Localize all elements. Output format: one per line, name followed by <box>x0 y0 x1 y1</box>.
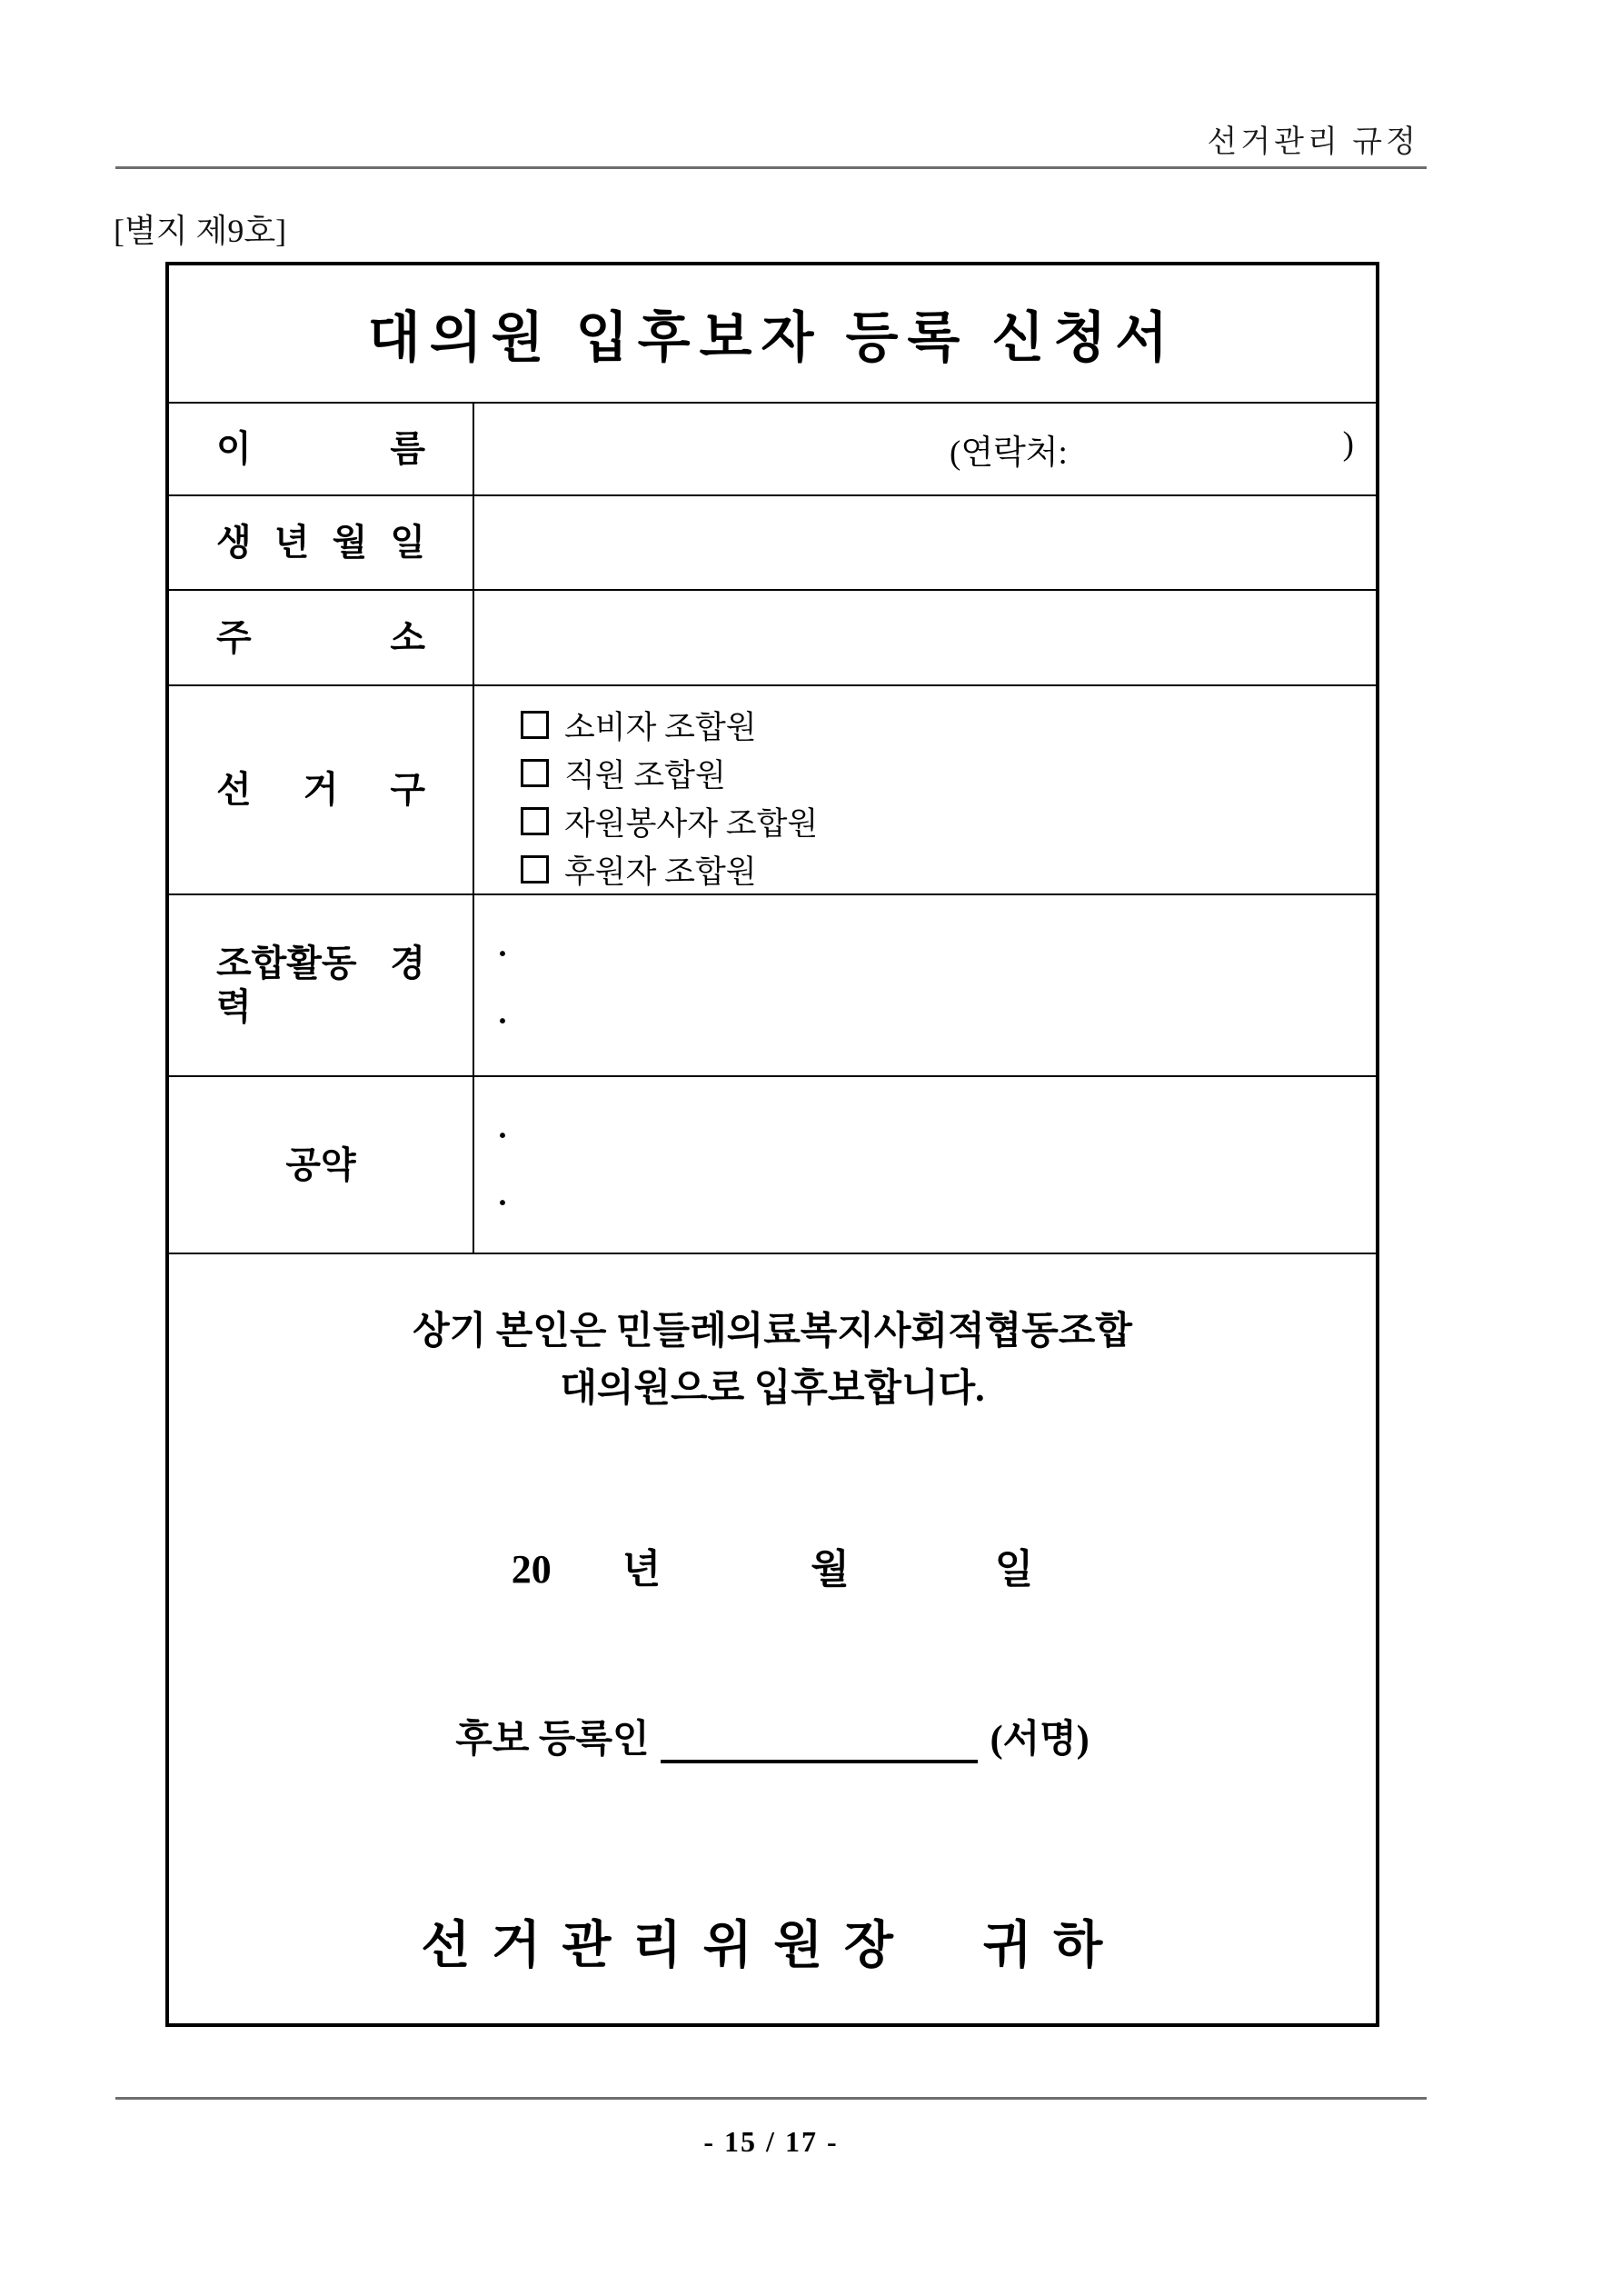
pledge-bullets <box>474 1077 1376 1219</box>
signature-line <box>169 1709 1376 1763</box>
name-label: 이 름 <box>216 428 425 469</box>
document-header-title: 선거관리 규정 <box>1207 125 1419 159</box>
option-label: 소비자 조합원 <box>564 709 757 745</box>
name-label-cell <box>169 404 474 494</box>
birthdate-value-field[interactable] <box>474 496 1376 589</box>
option-sponsor-member <box>521 845 1376 893</box>
name-value-field[interactable] <box>474 404 1376 494</box>
bullet-point: · <box>497 1003 509 1039</box>
form-title: 대의원 입후보자 등록 신청서 <box>367 308 1178 368</box>
pledge-label-cell <box>169 1077 474 1253</box>
signature-suffix: (서명) <box>990 1719 1090 1761</box>
electoral-district-options <box>474 686 1376 893</box>
statement-line-2: 대의원으로 입후보합니다. <box>560 1368 985 1410</box>
date-line <box>169 1536 1376 1594</box>
pledge-row <box>169 1077 1376 1254</box>
candidacy-statement <box>169 1303 1376 1418</box>
address-row <box>169 591 1376 686</box>
date-day-label: 일 <box>994 1547 1034 1592</box>
checkbox-icon[interactable] <box>521 711 549 739</box>
recipient-line: 선거관리위원장 귀하 <box>421 1918 1124 1974</box>
annex-label: [별지 제9호] <box>114 213 287 249</box>
electoral-district-label: 선 거 구 <box>216 769 425 810</box>
form-title-row <box>169 265 1376 404</box>
statement-line-1: 상기 본인은 민들레의료복지사회적협동조합 <box>413 1311 1132 1353</box>
name-row <box>169 404 1376 496</box>
signature-blank-field[interactable] <box>661 1725 978 1763</box>
contact-suffix: ) <box>1342 425 1354 463</box>
date-year-label: 년 <box>622 1547 662 1592</box>
checkbox-icon[interactable] <box>521 807 549 835</box>
address-value-field[interactable] <box>474 591 1376 684</box>
declaration-section <box>169 1254 1376 2023</box>
pledge-label: 공약 <box>285 1143 356 1185</box>
birthdate-label: 생 년 월 일 <box>216 522 425 563</box>
date-month-label: 월 <box>811 1547 850 1592</box>
coop-activity-value-field[interactable] <box>474 895 1376 1075</box>
address-label-cell <box>169 591 474 684</box>
pledge-value-field[interactable] <box>474 1077 1376 1253</box>
birthdate-label-cell <box>169 496 474 589</box>
electoral-district-row <box>169 686 1376 895</box>
option-label: 직원 조합원 <box>564 757 726 794</box>
footer-divider <box>115 2097 1427 2100</box>
date-year-prefix: 20 <box>511 1547 552 1592</box>
electoral-district-label-cell <box>169 686 474 893</box>
address-label: 주 소 <box>216 616 425 658</box>
coop-activity-label: 조합활동 경력 <box>216 943 425 1027</box>
bullet-point: · <box>497 935 509 972</box>
checkbox-icon[interactable] <box>521 855 549 883</box>
option-volunteer-member <box>521 797 1376 845</box>
option-employee-member <box>521 749 1376 797</box>
page-number: - 15 / 17 - <box>703 2125 839 2158</box>
registration-form-table <box>165 262 1379 2027</box>
option-label: 후원자 조합원 <box>564 854 757 890</box>
bullet-point: · <box>497 1184 509 1221</box>
birthdate-row <box>169 496 1376 591</box>
coop-activity-bullets <box>474 895 1376 1037</box>
header-divider <box>115 166 1427 169</box>
bullet-point: · <box>497 1117 509 1153</box>
coop-activity-label-cell <box>169 895 474 1075</box>
registrant-label: 후보 등록인 <box>455 1719 650 1761</box>
option-consumer-member <box>521 701 1376 749</box>
option-label: 자원봉사자 조합원 <box>564 805 819 842</box>
contact-line <box>950 424 1354 474</box>
electoral-district-options-cell <box>474 686 1376 893</box>
checkbox-icon[interactable] <box>521 759 549 787</box>
coop-activity-row <box>169 895 1376 1077</box>
contact-prefix: (연락처: <box>950 434 1068 472</box>
